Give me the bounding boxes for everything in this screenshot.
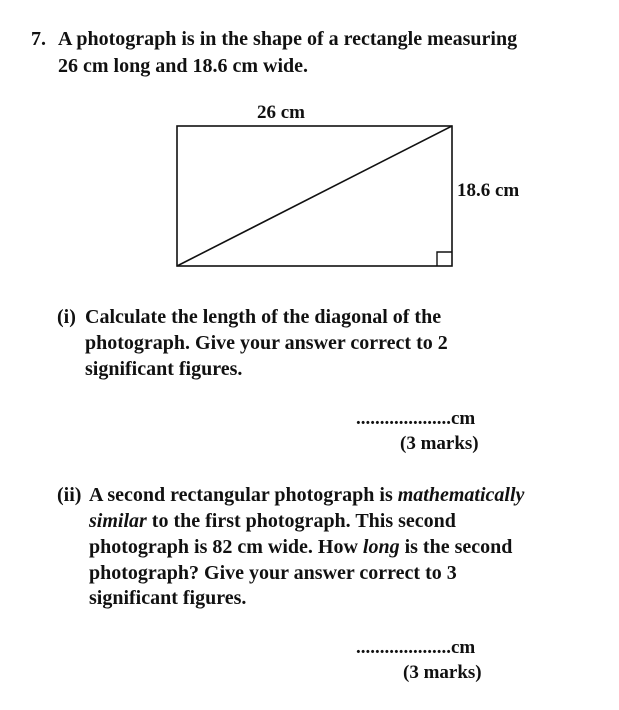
part-ii-answer-blank[interactable]: ....................cm [356,637,476,658]
emphasis-similar: similar [89,510,147,532]
emphasis-long: long [362,536,400,558]
part-ii-line-3: photograph is 82 cm wide. How long is the second [89,536,513,558]
part-ii-marks: (3 marks) [403,662,482,683]
part-i-line-3: significant figures. [85,358,243,380]
part-ii-line-1: A second rectangular photograph is mathematically [89,484,525,506]
question-line-1: A photograph is in the shape of a rectangle measuring [58,28,518,50]
width-label: 18.6 cm [457,180,520,201]
part-i-marks: (3 marks) [400,433,479,454]
emphasis-mathematically: mathematically [397,484,525,506]
part-ii-line-2: similar to the first photograph. This second [89,510,456,532]
part-i-answer-blank[interactable]: ....................cm [356,408,476,429]
right-angle-marker [437,252,452,266]
question-number: 7. [31,28,46,50]
diagonal-line [177,126,452,266]
part-i-line-1: Calculate the length of the diagonal of the [85,306,442,328]
part-i-label: (i) [57,306,76,328]
length-label: 26 cm [257,102,306,123]
part-ii-line-5: significant figures. [89,587,247,609]
part-ii-label: (ii) [57,484,82,506]
part-i-line-2: photograph. Give your answer correct to 2 [85,332,448,354]
question-line-2: 26 cm long and 18.6 cm wide. [58,55,308,77]
part-ii-line-4: photograph? Give your answer correct to 3 [89,562,457,584]
